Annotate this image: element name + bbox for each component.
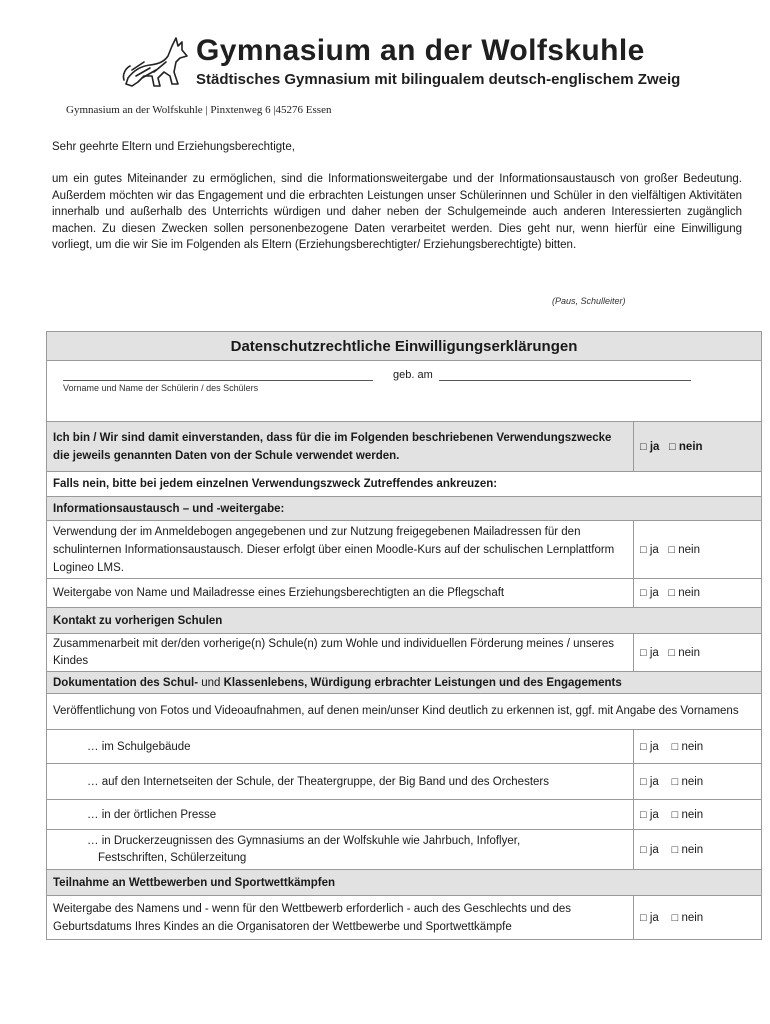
no-label: nein <box>678 587 701 599</box>
consent-form <box>46 331 762 940</box>
no-checkbox[interactable]: □ <box>668 646 676 659</box>
documentation-heading-part2: und <box>198 676 224 689</box>
info-item-2-row <box>47 579 762 608</box>
form-heading-row <box>47 332 762 361</box>
yes-checkbox[interactable]: □ <box>640 587 647 599</box>
contact-item-text: Zusammenarbeit mit der/den vorherige(n) Schule(n) zum Wohle und individuellen Förderung meines / unseres Kindes <box>47 634 634 672</box>
student-name-row <box>47 361 762 422</box>
letterhead <box>120 32 680 92</box>
section-competitions-row <box>47 870 762 896</box>
form-heading: Datenschutzrechtliche Einwilligungserklärungen <box>47 332 762 361</box>
documentation-heading-part3: Klassenlebens, Würdigung erbrachter Leistungen und des Engagements <box>223 676 622 689</box>
photo-item-3-choice <box>634 800 762 830</box>
no-checkbox[interactable]: □ <box>669 440 676 453</box>
yes-checkbox[interactable]: □ <box>640 808 647 821</box>
yes-checkbox[interactable]: □ <box>640 646 647 659</box>
section-contact-row <box>47 608 762 634</box>
wolf-logo-icon <box>120 32 192 90</box>
info-item-1-text: Verwendung der im Anmeldebogen angegebenen und zur Nutzung freigegebenen Mailadressen für den schulinternen Informationsaustausch. Dieser erfolgt über einen Moodle-Kurs auf der schulischen Lernplattform Logineo LMS. <box>47 521 634 579</box>
no-label: nein <box>681 808 704 821</box>
photo-item-2-choice <box>634 764 762 800</box>
no-label: nein <box>681 740 704 753</box>
no-checkbox[interactable]: □ <box>671 808 679 821</box>
contact-item-choice <box>634 634 762 672</box>
no-checkbox[interactable]: □ <box>671 740 679 753</box>
yes-label: ja <box>649 808 659 821</box>
yes-checkbox[interactable]: □ <box>640 911 647 924</box>
competitions-item-text: Weitergabe des Namens und - wenn für den Wettbewerb erforderlich - auch des Geschlechts und des Geburtsdatums Ihres Kindes an die Organisatoren der Wettbewerbe und Sportwettkämpfe <box>47 896 634 940</box>
no-checkbox[interactable]: □ <box>671 775 679 788</box>
birth-date-field[interactable] <box>439 379 691 381</box>
no-checkbox[interactable]: □ <box>671 911 679 924</box>
student-name-caption: Vorname und Name der Schülerin / des Schülers <box>63 383 259 393</box>
yes-checkbox[interactable]: □ <box>640 543 647 556</box>
yes-label: ja <box>649 440 660 453</box>
photo-item-4-line1: … in Druckerzeugnissen des Gymnasiums an der Wolfskuhle wie Jahrbuch, Infoflyer, <box>87 834 521 847</box>
section-info-row <box>47 497 762 521</box>
yes-checkbox[interactable]: □ <box>640 740 647 753</box>
info-item-2-text: Weitergabe von Name und Mailadresse eines Erziehungsberechtigten an die Pflegschaft <box>47 579 634 608</box>
school-name: Gymnasium an der Wolfskuhle <box>196 34 645 67</box>
yes-checkbox[interactable]: □ <box>640 843 647 856</box>
general-consent-text: Ich bin / Wir sind damit einverstanden, dass für die im Folgenden beschriebenen Verwendungszwecke die jeweils genannten Daten von der Schule verwendet werden. <box>47 422 634 472</box>
no-label: nein <box>681 843 704 856</box>
photo-item-4-row <box>47 830 762 870</box>
no-checkbox[interactable]: □ <box>668 587 676 599</box>
section-documentation-row <box>47 672 762 694</box>
no-label: nein <box>681 775 704 788</box>
photo-item-3-row <box>47 800 762 830</box>
photo-item-1-choice <box>634 730 762 764</box>
general-consent-row <box>47 422 762 472</box>
competitions-item-choice <box>634 896 762 940</box>
letter-body: um ein gutes Miteinander zu ermöglichen, sind die Informationsweitergabe und der Informationsaustausch von großer Bedeutung. Außerdem möchten wir das Engagement und die erbrachten Leistungen unser Schülerinnen und Schüler in den vielfältigen Aktivitäten innerhalb und außerhalb des Unterrichts würdigen und daher neben der Schulgemeinde auch anderen Interessierten zugänglich machen. Zu diesen Zwecken sollen personenbezogene Daten verarbeitet werden. Dies geht nur, wenn hierfür eine Einwilligung vorliegt, um die wir Sie im Folgenden als Eltern (Erziehungsberechtigter/ Erziehungsberechtigte) bitten. <box>52 173 742 252</box>
info-item-1-choice <box>634 521 762 579</box>
yes-checkbox[interactable]: □ <box>640 775 647 788</box>
yes-label: ja <box>649 911 659 924</box>
photo-item-1-text: … im Schulgebäude <box>47 730 634 764</box>
photos-intro-text: Veröffentlichung von Fotos und Videoaufnahmen, auf denen mein/unser Kind deutlich zu erkennen ist, ggf. mit Angabe des Vornamens <box>47 694 762 730</box>
yes-label: ja <box>649 543 659 556</box>
sender-address: Gymnasium an der Wolfskuhle | Pinxtenweg 6 |45276 Essen <box>66 104 332 116</box>
photo-item-4-choice <box>634 830 762 870</box>
yes-checkbox[interactable]: □ <box>640 440 647 453</box>
section-documentation-heading <box>47 672 762 694</box>
yes-label: ja <box>649 587 659 599</box>
photo-item-2-row <box>47 764 762 800</box>
photos-intro-row <box>47 694 762 730</box>
if-no-row <box>47 472 762 497</box>
no-label: nein <box>678 440 703 453</box>
no-label: nein <box>678 543 701 556</box>
photo-item-1-row <box>47 730 762 764</box>
yes-label: ja <box>649 843 659 856</box>
signature: (Paus, Schulleiter) <box>552 296 626 306</box>
photo-item-4-line2: Festschriften, Schülerzeitung <box>98 851 247 864</box>
photo-item-3-text: … in der örtlichen Presse <box>47 800 634 830</box>
salutation: Sehr geehrte Eltern und Erziehungsberechtigte, <box>52 141 295 153</box>
no-checkbox[interactable]: □ <box>671 843 679 856</box>
contact-item-row <box>47 634 762 672</box>
yes-label: ja <box>649 646 659 659</box>
section-contact-heading: Kontakt zu vorherigen Schulen <box>47 608 762 634</box>
section-competitions-heading: Teilnahme an Wettbewerben und Sportwettkämpfen <box>47 870 762 896</box>
no-label: nein <box>678 646 701 659</box>
school-subtitle: Städtisches Gymnasium mit bilingualem deutsch-englischem Zweig <box>196 71 681 88</box>
info-item-1-row <box>47 521 762 579</box>
if-no-instruction: Falls nein, bitte bei jedem einzelnen Verwendungszweck Zutreffendes ankreuzen: <box>47 472 762 497</box>
info-item-2-choice <box>634 579 762 608</box>
birth-date-label: geb. am <box>393 369 433 381</box>
photo-item-4-text <box>47 830 634 870</box>
photo-item-2-text: … auf den Internetseiten der Schule, der Theatergruppe, der Big Band und des Orchesters <box>47 764 634 800</box>
student-name-field[interactable] <box>63 379 373 381</box>
documentation-heading-part1: Dokumentation des Schul- <box>53 676 199 689</box>
no-label: nein <box>681 911 704 924</box>
yes-label: ja <box>649 775 659 788</box>
no-checkbox[interactable]: □ <box>668 543 676 556</box>
section-info-heading: Informationsaustausch – und -weitergabe: <box>47 497 762 521</box>
yes-label: ja <box>649 740 659 753</box>
competitions-item-row <box>47 896 762 940</box>
general-consent-choice <box>634 422 762 472</box>
